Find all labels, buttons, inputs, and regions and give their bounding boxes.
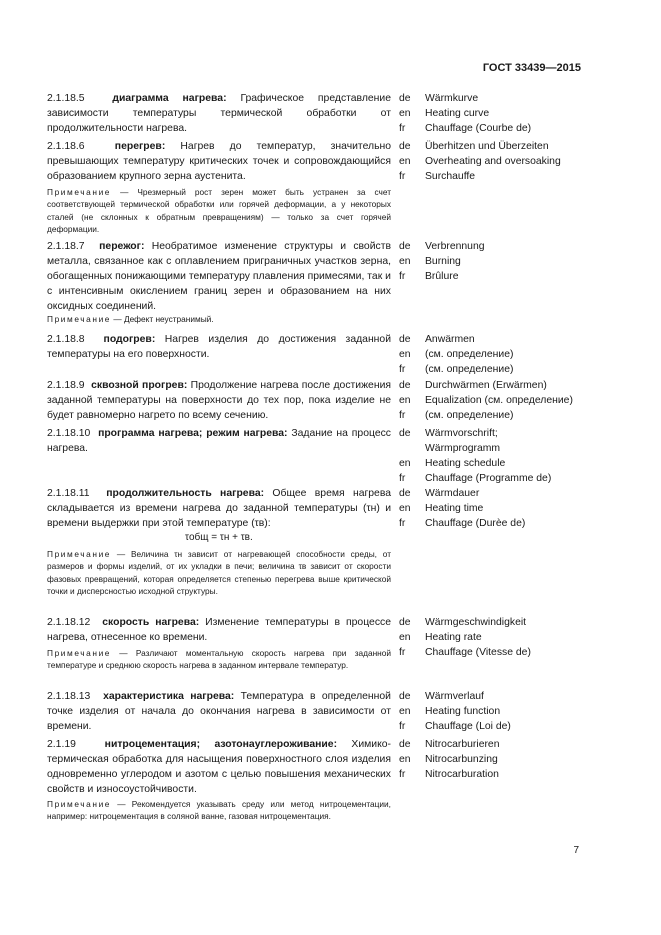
language-code: en [399, 156, 411, 167]
foreign-equivalents [399, 615, 589, 660]
language-term: Wärmvorschrift; [425, 428, 498, 439]
term-definition [47, 615, 391, 645]
term-definition-text: Общее время нагрева складывается из времени нагрева до заданной температуры (τн) и времени выдержки при этой температуре (τв): [47, 488, 391, 529]
language-code: en [399, 754, 411, 765]
language-term: Brûlure [425, 271, 459, 282]
language-term: Anwärmen [425, 334, 475, 345]
language-code: de [399, 739, 411, 750]
language-row [399, 719, 589, 734]
language-code: en [399, 395, 411, 406]
language-row [399, 486, 589, 501]
term-name: программа нагрева; режим нагрева: [98, 428, 288, 439]
language-row [399, 645, 589, 660]
language-code: en [399, 706, 411, 717]
language-term: Wärmgeschwindigkeit [425, 617, 527, 628]
term-definition-text: Химико-термическая обработка для насыщения поверхностного слоя изделия одновременно углеродом и азотом с целью повышения механических свойств и износоустойчивости. [47, 739, 392, 795]
language-row [399, 689, 589, 704]
foreign-equivalents [399, 239, 589, 284]
term-definition [47, 139, 391, 184]
term-definition [47, 239, 391, 314]
language-code: fr [399, 271, 406, 282]
term-name: характеристика нагрева: [103, 691, 235, 702]
language-term: Chauffage (Vitesse de) [425, 647, 531, 658]
term-name: перегрев: [114, 141, 166, 152]
note-5: Примечание — Рекомендуется указывать среду или метод нитроцементации, например: нитроцементация в соляной ванне, газовая нитроцементация. [47, 799, 391, 822]
language-row [399, 501, 589, 516]
language-row [399, 615, 589, 630]
language-row [399, 378, 589, 393]
language-row [399, 106, 589, 121]
language-term: Durchwärmen (Erwärmen) [425, 380, 547, 391]
language-term: Heating rate [425, 632, 482, 643]
foreign-equivalents [399, 332, 589, 377]
foreign-equivalents [399, 486, 589, 531]
term-name: сквозной прогрев: [91, 380, 188, 391]
note-1: Примечание — Чрезмерный рост зерен может быть устранен за счет соответствующей термической обработки или горячей деформации, а у некоторых сталей (не склонных к обратным превращениям) — только за счет горячей деформации. [47, 187, 391, 235]
term-name: диаграмма нагрева: [112, 93, 227, 104]
foreign-equivalents [399, 426, 589, 486]
term-name: пережог: [99, 241, 145, 252]
term-definition-text: Задание на процесс нагрева. [47, 428, 391, 454]
language-code: en [399, 108, 411, 119]
term-number: 2.1.19 [47, 739, 76, 750]
language-code: de [399, 93, 411, 104]
language-row [399, 347, 589, 362]
language-code: fr [399, 123, 406, 134]
foreign-equivalents [399, 737, 589, 782]
language-row [399, 630, 589, 645]
term-definition [47, 378, 391, 423]
term-number: 2.1.18.7 [47, 241, 85, 252]
foreign-equivalents [399, 139, 589, 184]
term-definition-text: Продолжение нагрева после достижения заданной температуры на поверхности до тех пор, пока изделие не будет равномерно нагрето по всему сечению. [47, 380, 391, 421]
language-code: fr [399, 364, 406, 375]
language-code: en [399, 632, 411, 643]
language-term: Surchauffe [425, 171, 476, 182]
language-term: Heating time [425, 503, 484, 514]
term-definition [47, 737, 391, 797]
foreign-equivalents [399, 378, 589, 423]
language-term: Burning [425, 256, 461, 267]
term-number: 2.1.18.9 [47, 380, 85, 391]
term-definition-text: Нагрев изделия до достижения заданной температуры на его поверхности. [47, 334, 392, 360]
language-term: Heating function [425, 706, 501, 717]
language-term: Heating curve [425, 108, 490, 119]
language-code: en [399, 458, 411, 469]
language-code: fr [399, 518, 406, 529]
term-number: 2.1.18.8 [47, 334, 85, 345]
language-code: en [399, 349, 411, 360]
language-term: Nitrocarbunzing [425, 754, 498, 765]
language-row [399, 169, 589, 184]
language-code: de [399, 380, 411, 391]
language-row [399, 408, 589, 423]
language-code: fr [399, 769, 406, 780]
language-row [399, 269, 589, 284]
formula: τобщ = τн + τв. [185, 532, 253, 543]
language-row [399, 752, 589, 767]
language-code: fr [399, 410, 406, 421]
language-term: Chauffage (Loi de) [425, 721, 511, 732]
term-number: 2.1.18.13 [47, 691, 91, 702]
language-term: Overheating and oversoaking [425, 156, 561, 167]
language-row [399, 704, 589, 719]
language-code: de [399, 334, 411, 345]
term-definition-text: Необратимое изменение структуры и свойств металла, связанное как с оплавлением приграничных участков зерна, обогащенных понижающими температуру плавления примесями, так и с интенсивным окислением границ зерен и образованием на них оксидных соединений. [47, 241, 391, 312]
term-definition [47, 486, 391, 531]
language-row [399, 121, 589, 136]
language-code: en [399, 256, 411, 267]
term-definition-text: Изменение температуры в процессе нагрева, отнесенное ко времени. [47, 617, 391, 643]
language-row [399, 426, 589, 441]
language-row [399, 737, 589, 752]
language-term: Nitrocarburation [425, 769, 499, 780]
language-term: Wärmverlauf [425, 691, 484, 702]
language-row [399, 254, 589, 269]
term-definition-text: Температура в определенной точке изделия от начала до окончания нагрева в зависимости от времени. [47, 691, 391, 732]
language-row [399, 456, 589, 471]
language-term: Verbrennung [425, 241, 485, 252]
term-number: 2.1.18.5 [47, 93, 85, 104]
language-code: de [399, 141, 411, 152]
term-definition [47, 426, 391, 456]
language-term: Wärmkurve [425, 93, 479, 104]
language-row [399, 332, 589, 347]
language-row [399, 362, 589, 377]
language-term: Nitrocarburieren [425, 739, 500, 750]
standard-header: ГОСТ 33439—2015 [482, 62, 581, 74]
foreign-equivalents [399, 91, 589, 136]
term-definition [47, 91, 391, 136]
term-name: скорость нагрева: [102, 617, 200, 628]
note-2: Примечание — Дефект неустранимый. [47, 314, 214, 324]
language-code: fr [399, 647, 406, 658]
language-term: Chauffage (Courbe de) [425, 123, 532, 134]
language-term: Equalization (см. определение) [425, 395, 573, 406]
foreign-equivalents [399, 689, 589, 734]
note-3: Примечание — Величина τн зависит от нагревающей способности среды, от размеров и формы изделий, от их укладки в печи; величина τв зависит от скорости фазовых превращений, которая определяется степенью перегрева выше критической точки и дисперсностью исходной структуры. [47, 549, 391, 597]
term-number: 2.1.18.11 [47, 488, 90, 499]
language-row [399, 441, 589, 456]
language-term: (см. определение) [425, 349, 514, 360]
term-definition [47, 689, 391, 734]
language-code: fr [399, 473, 406, 484]
language-code [399, 441, 425, 456]
language-row [399, 516, 589, 531]
language-code: de [399, 428, 411, 439]
language-row [399, 767, 589, 782]
language-row [399, 91, 589, 106]
language-row [399, 154, 589, 169]
note-4: Примечание — Различают моментальную скорость нагрева при заданной температуре и среднюю скорость нагрева в заданном интервале температур. [47, 648, 391, 671]
term-definition [47, 332, 391, 362]
language-code: de [399, 241, 411, 252]
term-name: подогрев: [103, 334, 156, 345]
language-term: Überhitzen und Überzeiten [425, 141, 549, 152]
language-code: de [399, 617, 411, 628]
language-code: fr [399, 171, 406, 182]
language-term: Heating schedule [425, 458, 506, 469]
language-code: de [399, 691, 411, 702]
language-term: (см. определение) [425, 410, 514, 421]
language-code: en [399, 503, 411, 514]
page-number: 7 [573, 845, 579, 856]
term-definition-text: Нагрев до температур, значительно превышающих температуру критических точек и сопровождающийся образованием крупного зерна аустенита. [47, 141, 391, 182]
language-row [399, 139, 589, 154]
language-term: Chauffage (Durèe de) [425, 518, 526, 529]
language-term: Wärmdauer [425, 488, 480, 499]
term-number: 2.1.18.6 [47, 141, 85, 152]
term-definition-text: Графическое представление зависимости температуры термической обработки от продолжительности нагрева. [47, 93, 392, 134]
language-term: Wärmprogramm [425, 443, 501, 454]
language-code: fr [399, 721, 406, 732]
term-number: 2.1.18.12 [47, 617, 91, 628]
language-code: de [399, 488, 411, 499]
language-row [399, 471, 589, 486]
language-row [399, 239, 589, 254]
language-term: (см. определение) [425, 364, 514, 375]
term-name: нитроцементация; азотонауглероживание: [104, 739, 338, 750]
language-row [399, 393, 589, 408]
language-term: Chauffage (Programme de) [425, 473, 552, 484]
term-number: 2.1.18.10 [47, 428, 91, 439]
term-name: продолжительность нагрева: [106, 488, 265, 499]
